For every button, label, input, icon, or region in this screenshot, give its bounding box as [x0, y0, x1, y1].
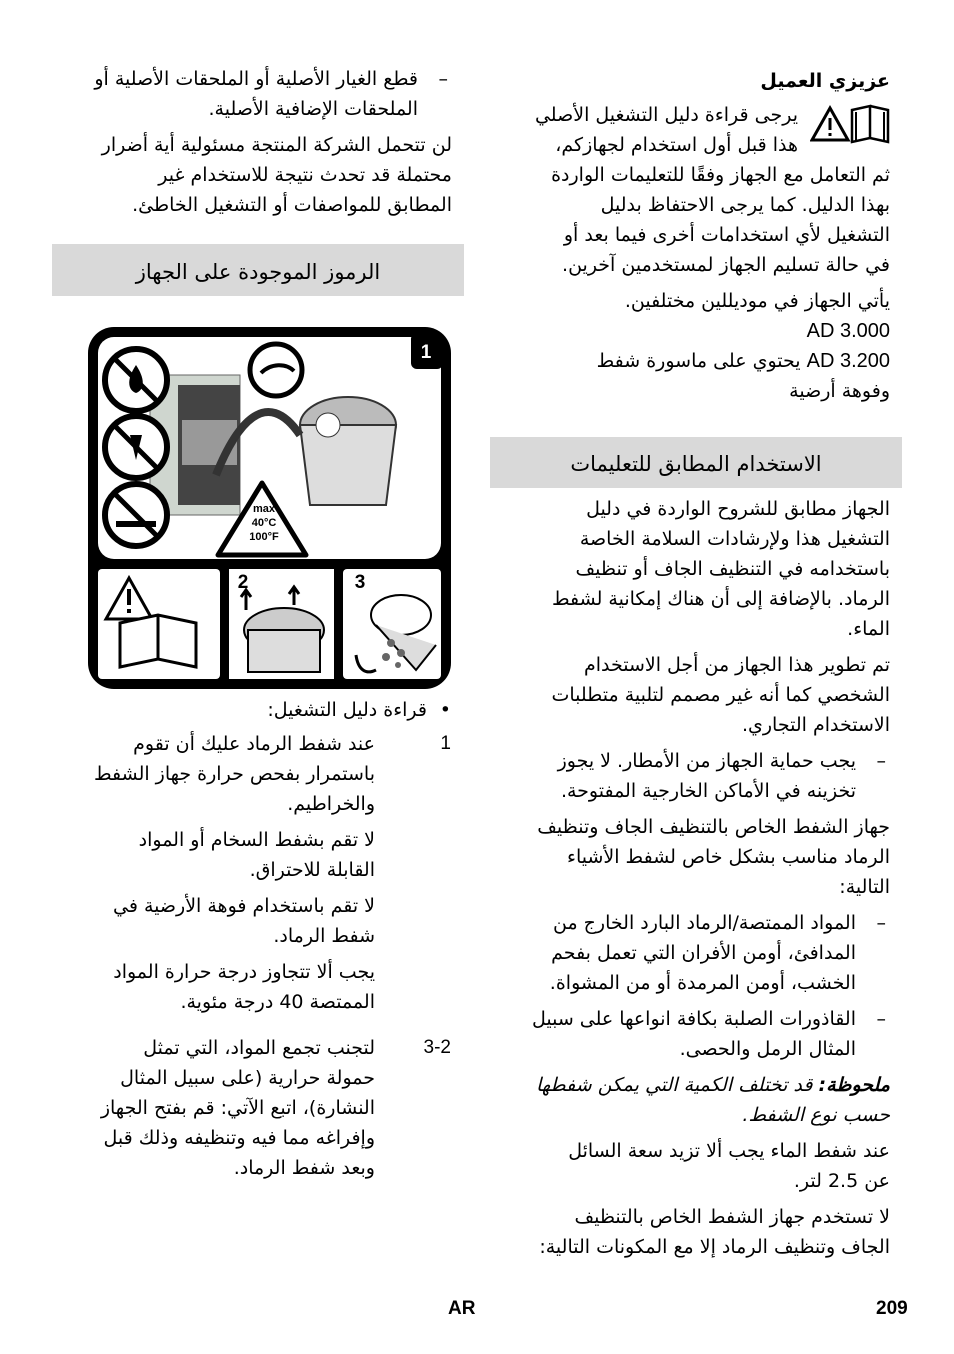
liability-line: محتملة قد تحدث نتيجة للاستخدام غير	[158, 164, 452, 186]
item-line: باستمرار بفحص حرارة جهاز الشفط	[93, 763, 375, 785]
item-line: والخراطيم.	[287, 793, 375, 815]
item-line: القابلة للاحتراق.	[249, 859, 375, 881]
item-line: لا تقم بشفط السخام أو المواد	[138, 829, 375, 851]
section-heading-text: الاستخدام المطابق للتعليمات	[570, 452, 822, 476]
use-line: الرماد. بالإضافة إلى أن هناك إمكانية لشفط	[551, 588, 890, 610]
use-line: لا تستخدم جهاز الشفط الخاص بالتنظيف	[574, 1206, 890, 1228]
bullet-item	[62, 695, 457, 725]
item-line: الممتصة 40 درجة مئوية.	[180, 991, 375, 1013]
dash-item	[62, 64, 452, 124]
left-column-top	[62, 64, 452, 226]
dash-line: الخشب، أومن المرمدة أو من المشواة.	[549, 972, 856, 994]
use-line: الماء.	[847, 618, 890, 640]
dash-marker: –	[876, 1008, 886, 1030]
liability-line: لن تتحمل الشركة المنتجة مسئولية أية أضرار	[101, 134, 452, 156]
use-line: التالية:	[839, 876, 890, 898]
intro-block	[490, 100, 890, 280]
section-heading-symbols	[52, 244, 464, 296]
item-line: النشارة)، اتبع الآتي: قم بفتح الجهاز	[100, 1097, 375, 1119]
use-line: الرماد مناسب بشكل خاص لشفط الأشياء	[567, 846, 890, 868]
use-line: باستخدامه في التنظيف الجاف أو تنظيف	[575, 558, 890, 580]
device-symbols-figure	[86, 325, 453, 691]
use-line: عند شفط الماء يجب ألا تزيد سعة السائل	[568, 1140, 890, 1162]
dash-line: الملحقات الإضافية الأصلية.	[208, 98, 418, 120]
dash-marker: –	[876, 750, 886, 772]
item-line: وبعد شفط الرماد.	[233, 1157, 375, 1179]
item-line: يجب ألا تتجاوز درجة حرارة المواد	[113, 961, 375, 983]
use-line: تم تطوير هذا الجهاز من أجل الاستخدام	[583, 654, 890, 676]
liability-line: المطابق للمواصفات أو التشغيل الخاطئ.	[132, 194, 452, 216]
item-line: لتجنب تجمع المواد، التي تمثل	[143, 1037, 375, 1059]
use-line: جهاز الشفط الخاص بالتنظيف الجاف وتنظيف	[537, 816, 890, 838]
bullet-marker: •	[439, 699, 451, 721]
section-heading-text: الرموز الموجودة على الجهاز	[135, 260, 381, 284]
use-line: التشغيل هذا ولإرشادات السلامة الخاصة	[579, 528, 890, 550]
model-1: AD 3.000	[806, 320, 890, 342]
section-heading-intended-use	[490, 437, 902, 488]
max-label: max	[252, 503, 276, 515]
note-label: ملحوظة:	[818, 1074, 890, 1096]
temp-f-label: 100°F	[249, 531, 279, 543]
item-line: وإفراغه مما فيه وتنظيفه وذلك قبل	[103, 1127, 375, 1149]
use-line: الشخصي كما أنه غير مصمم لتلبية متطلبات	[551, 684, 890, 706]
model-2-text-2: وفوهة أرضية	[789, 380, 890, 402]
intro-line-1: يرجى قراءة دليل التشغيل الأصلي	[534, 104, 798, 126]
item-number: 1	[440, 733, 451, 754]
models-intro: يأتي الجهاز في موديللين مختلفين.	[624, 290, 890, 312]
footer-page-number: 209	[876, 1298, 908, 1319]
dash-item	[500, 1004, 890, 1064]
figure-number-2: 2	[237, 572, 249, 593]
intro-line-3: ثم التعامل مع الجهاز وفقًا للتعليمات الواردة	[551, 164, 890, 186]
dash-item	[500, 746, 890, 806]
dash-line: قطع الغيار الأصلية أو الملحقات الأصلية أو	[94, 68, 418, 90]
dash-line: المواد الممتصة/الرماد البارد الخارج من	[552, 912, 856, 934]
intro-line-5: التشغيل لأي استخدامات أخرى فيما بعد أو	[563, 224, 890, 246]
intro-line-2: هذا قبل أول استخدام لجهازكم،	[555, 134, 798, 156]
model-2-text: يحتوي على ماسورة شفط	[596, 350, 807, 372]
greeting-title: عزيزي العميل	[760, 70, 890, 92]
temp-c-label: 40°C	[251, 517, 277, 529]
numbered-item-2	[62, 1033, 457, 1183]
dash-marker: –	[438, 68, 448, 90]
dash-item	[500, 908, 890, 998]
item-number: 3-2	[423, 1037, 451, 1058]
figure-number-3: 3	[354, 572, 366, 593]
footer-language: AR	[448, 1298, 476, 1319]
bullet-text: قراءة دليل التشغيل:	[267, 699, 427, 721]
item-line: شفط الرماد.	[273, 925, 375, 947]
intro-line-6: في حالة تسليم الجهاز لمستخدمين آخرين.	[562, 254, 890, 276]
item-line: عند شفط الرماد عليك أن تقوم	[133, 733, 375, 755]
numbered-item-1	[62, 729, 457, 1017]
note-text-2: حسب نوع الشفط.	[742, 1104, 890, 1126]
right-column	[490, 66, 890, 436]
use-line: الجاف وتنظيف الرماد إلا مع المكونات التالية:	[539, 1236, 890, 1258]
model-2-code: AD 3.200	[806, 350, 890, 372]
use-line: الاستخدام التجاري.	[741, 714, 890, 736]
intro-line-4: بهذا الدليل. كما يرجى الاحتفاظ بدليل	[600, 194, 890, 216]
item-line: لا تقم باستخدام فوهة الأرضية في	[113, 895, 375, 917]
use-line: الجهاز مطابق للشروح الواردة في دليل	[586, 498, 890, 520]
dash-line: المثال الرمل والحصى.	[679, 1038, 856, 1060]
dash-line: تخزينه في الأماكن الخارجية المفتوحة.	[560, 780, 856, 802]
item-line: حمولة حرارية (على سبيل المثال	[120, 1067, 375, 1089]
use-line: عن 2.5 لتر.	[793, 1170, 890, 1192]
note-text: قد تختلف الكمية التي يمكن شفطها	[535, 1074, 819, 1096]
dash-line: القاذورات الصلبة بكافة انواعها على سبيل	[531, 1008, 856, 1030]
figure-number-1: 1	[420, 342, 432, 363]
dash-line: المدافئ، أومن الأفران التي تعمل بفحم	[551, 942, 856, 964]
dash-marker: –	[876, 912, 886, 934]
right-column-body	[500, 494, 890, 1268]
left-column-bottom	[62, 695, 457, 1189]
manual-warning-icon	[810, 102, 890, 146]
note	[500, 1070, 890, 1130]
dash-line: يجب حماية الجهاز من الأمطار. لا يجوز	[557, 750, 856, 772]
